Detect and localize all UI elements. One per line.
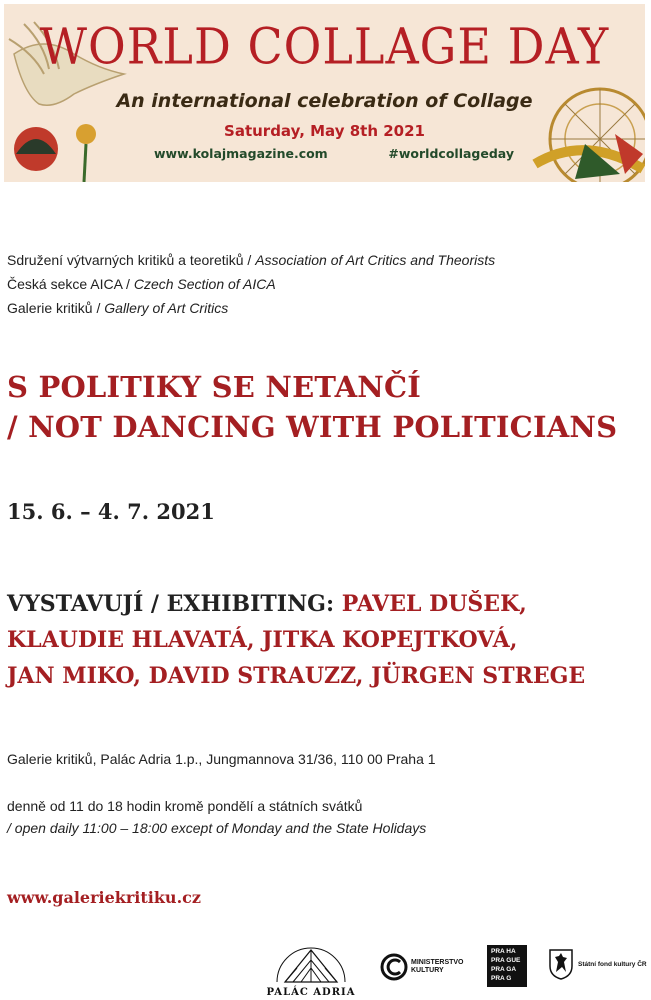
lion-shield-icon [548,948,574,980]
organizer-line [7,272,495,296]
ministry-of-culture-logo [380,953,464,981]
exhibition-title [7,367,617,447]
fund-name: Státní fond kultury ČR [578,960,647,968]
org-name-en: Gallery of Art Critics [104,300,229,316]
org-separator: / [122,276,134,292]
organizer-line [7,248,495,272]
organizer-line [7,296,495,320]
org-name-cz: Sdružení výtvarných kritiků a teoretiků [7,252,244,268]
exhibiting-label: VYSTAVUJÍ / EXHIBITING: [7,591,335,617]
venue-address: Galerie kritiků, Palác Adria 1.p., Jungmannova 31/36, 110 00 Praha 1 [7,751,436,767]
praha-line: PRA G [491,975,512,982]
org-name-cz: Galerie kritiků [7,300,93,316]
state-culture-fund-logo [548,948,647,980]
banner-hashtag[interactable]: #worldcollageday [388,146,514,161]
opening-hours [7,795,426,839]
exhibition-dates: 15. 6. – 4. 7. 2021 [7,499,215,524]
adria-emblem-icon [263,938,359,986]
gallery-website-link[interactable]: www.galeriekritiku.cz [7,888,201,907]
praha-line: PRA GUE [491,957,521,964]
organizer-list [7,248,495,320]
exhibiting-artists [7,586,647,694]
artists-line-2: KLAUDIE HLAVATÁ, JITKA KOPEJTKOVÁ, [7,627,518,653]
artists-line-3: JAN MIKO, DAVID STRAUZZ, JÜRGEN STREGE [7,663,586,689]
adria-name: PALÁC ADRIA [266,987,356,998]
exhibition-title-cz: S POLITIKY SE NETANČÍ [7,370,422,404]
world-collage-day-banner[interactable] [4,4,645,182]
ministry-c-icon [380,953,408,981]
palac-adria-logo [263,938,359,1000]
ministry-line-1: MINISTERSTVO [411,959,464,966]
banner-subtitle: An international celebration of Collage [116,90,533,112]
artists-line-1: PAVEL DUŠEK, [341,591,527,617]
opening-hours-cz: denně od 11 do 18 hodin kromě pondělí a státních svátků [7,798,363,814]
opening-hours-en: / open daily 11:00 – 18:00 except of Monday and the State Holidays [7,820,427,836]
org-name-en: Czech Section of AICA [133,276,276,292]
org-name-cz: Česká sekce AICA [7,276,123,292]
praha-line: PRA HA [491,948,516,955]
org-separator: / [92,300,105,316]
exhibition-title-en: / NOT DANCING WITH POLITICIANS [7,410,618,444]
org-separator: / [243,252,256,268]
org-name-en: Association of Art Critics and Theorists [255,252,496,268]
praha-logo [487,945,527,987]
banner-website-link[interactable]: www.kolajmagazine.com [154,146,328,161]
banner-title: WORLD COLLAGE DAY [39,16,610,76]
banner-date: Saturday, May 8th 2021 [224,122,425,140]
ministry-line-2: KULTURY [411,967,444,974]
banner-links [154,146,514,161]
praha-line: PRA GA [491,966,517,973]
